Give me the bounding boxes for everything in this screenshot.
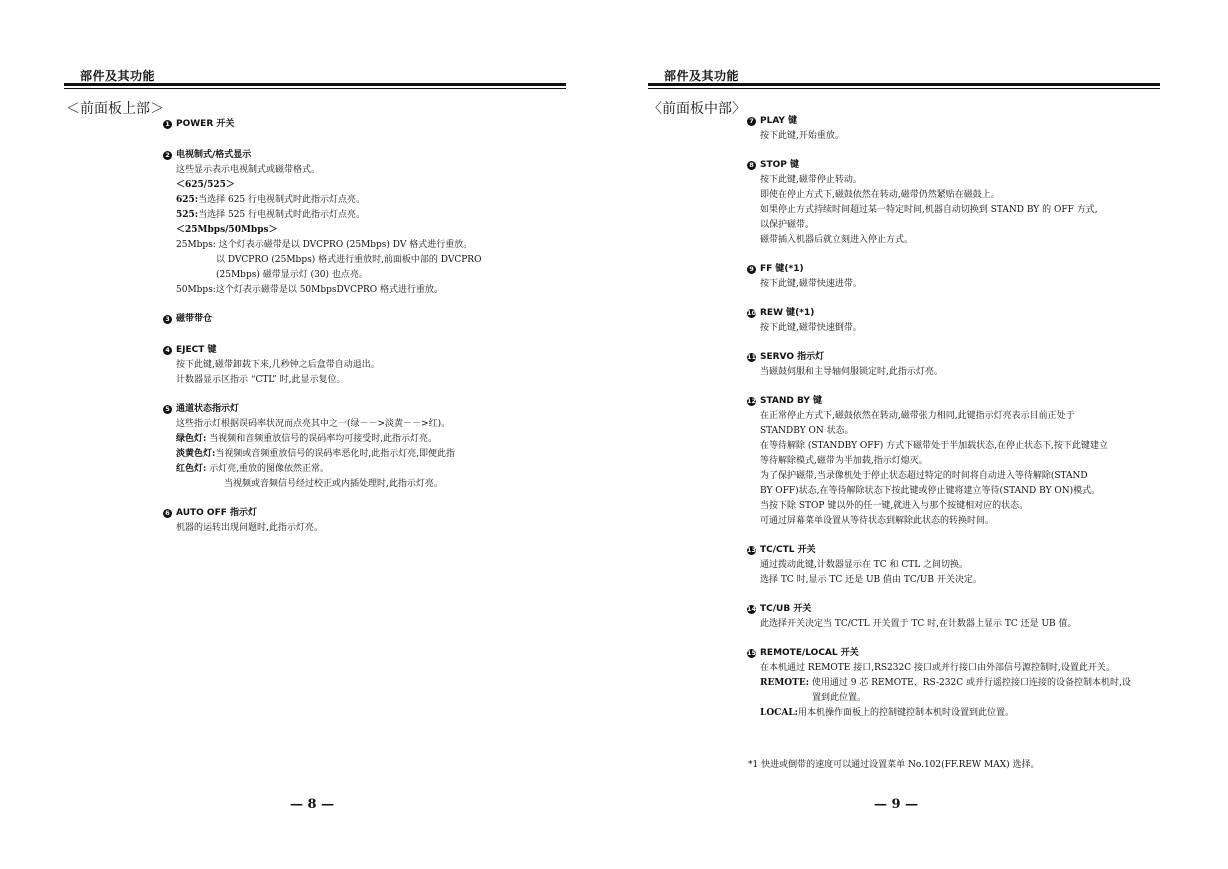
function-item: [165, 117, 596, 132]
line-text: 在本机通过 REMOTE 接口,RS232C 接口或并行接口由外部信号源控制时,设置此开关。: [760, 663, 1115, 673]
line-text: 为了保护磁带,当录像机处于停止状态超过特定的时间将自动进入等待解除(STAND: [760, 471, 1088, 481]
description-line: [176, 462, 596, 477]
page-number: — 9 —: [874, 797, 919, 812]
description-line: [760, 233, 1210, 248]
line-text: 当按下除 STOP 键以外的任一键,就进入与那个按键相对应的状态。: [760, 501, 1029, 511]
item-title-text: SERVO 指示灯: [760, 352, 825, 362]
line-text: 通过拨动此键,计数器显示在 TC 和 CTL 之间切换。: [760, 560, 969, 570]
description-line: [176, 238, 596, 253]
description-line: [760, 424, 1210, 439]
item-title: [747, 262, 1210, 277]
header-rule: [64, 83, 566, 91]
section-title: ＜前面板上部＞: [66, 101, 164, 117]
description-line: [176, 193, 596, 208]
right-content: [747, 114, 1210, 735]
line-text: BY OFF)状态,在等待解除状态下按此键或停止键将建立等待(STAND BY ON)模式。: [760, 486, 1101, 496]
line-text: 磁带插入机器后就立刻进入停止方式。: [760, 235, 914, 245]
line-label: 红色灯:: [176, 464, 207, 474]
item-title-text: POWER 开关: [176, 119, 235, 129]
description-line: [760, 129, 1210, 144]
description-line: [760, 484, 1210, 499]
item-title-text: AUTO OFF 指示灯: [176, 508, 258, 518]
function-item: [749, 114, 1210, 144]
item-title-text: FF 键(*1): [760, 264, 804, 274]
line-label: REMOTE:: [760, 678, 810, 688]
line-label: LOCAL:: [760, 708, 798, 718]
item-title: [747, 158, 1210, 173]
description-line: [760, 514, 1210, 529]
item-title-text: 通道状态指示灯: [176, 404, 240, 414]
item-number-badge: 3: [163, 315, 172, 324]
line-text: 当选择 625 行电视制式时此指示灯点亮。: [198, 195, 366, 205]
function-item: [747, 350, 1210, 380]
line-text: 当选择 525 行电视制式时此指示灯点亮。: [198, 210, 366, 220]
description-line: [176, 208, 596, 223]
description-line: [760, 558, 1210, 573]
line-text: 25Mbps: 这个灯表示磁带是以 DVCPRO (25Mbps) DV 格式进行重放。: [176, 240, 473, 250]
line-label: 绿色灯:: [176, 434, 207, 444]
description-line: [760, 188, 1210, 203]
item-title: [747, 602, 1210, 617]
line-text: 在等待解除 (STANDBY OFF) 方式下磁带处于半加载状态,在停止状态下,按下此键建立: [760, 441, 1108, 451]
description-line: [760, 469, 1210, 484]
item-title: [163, 312, 596, 327]
item-title-text: EJECT 键: [176, 345, 217, 355]
function-item: [747, 602, 1210, 632]
line-text: 计数器显示区指示 “CTL” 时,此显示复位。: [176, 375, 346, 385]
item-title-text: 电视制式/格式显示: [176, 150, 252, 160]
item-number-badge: 5: [163, 405, 172, 414]
description-line: [760, 573, 1210, 588]
header-rule: [648, 83, 1160, 91]
item-title: [163, 506, 596, 521]
description-line: [176, 358, 596, 373]
function-item: [747, 646, 1210, 721]
line-text: 当视频和音频重放信号的误码率均可接受时,此指示灯亮。: [206, 434, 438, 444]
line-label: 525:: [176, 210, 199, 220]
description-line: [176, 163, 596, 178]
line-text: STANDBY ON 状态。: [760, 426, 854, 436]
item-number-badge: 6: [163, 509, 172, 518]
description-line: [176, 253, 596, 268]
item-number-badge: 7: [747, 117, 756, 126]
description-line: [176, 178, 596, 193]
line-text: 以 DVCPRO (25Mbps) 格式进行重放时,前面板中部的 DVCPRO: [216, 255, 482, 265]
description-line: [760, 173, 1210, 188]
description-line: [760, 365, 1210, 380]
footnote: *1 快进或倒带的速度可以通过设置菜单 No.102(FF.REW MAX) 选择。: [748, 760, 1040, 770]
function-item: [749, 262, 1210, 292]
item-number-badge: 8: [747, 161, 756, 170]
line-text: 按下此键,磁带快速倒带。: [760, 323, 862, 333]
function-item: [165, 312, 596, 327]
line-text: 使用通过 9 芯 REMOTE、RS-232C 或并行遥控接口连接的设备控制本机时,设: [809, 678, 1131, 688]
item-title: [747, 646, 1210, 661]
description-line: [760, 439, 1210, 454]
item-title-text: STOP 键: [760, 160, 800, 170]
function-item: [749, 158, 1210, 248]
line-text: 示灯亮,重放的图像依然正常。: [206, 464, 330, 474]
item-title-text: 磁带带仓: [176, 314, 213, 324]
description-line: [176, 417, 596, 432]
line-text: 当视频或音频重放信号的误码率恶化时,此指示灯亮,即便此指: [215, 449, 456, 459]
line-text: 等待解除模式,磁带为半加载,指示灯熄灭。: [760, 456, 928, 466]
left-content: [165, 117, 596, 550]
item-title: [747, 350, 1210, 365]
line-text: 可通过屏幕菜单设置从等待状态到解除此状态的转换时间。: [760, 516, 995, 526]
item-number-badge: 13: [747, 546, 757, 554]
line-text: ＜25Mbps/50Mbps＞: [176, 225, 278, 235]
line-text: 在正常停止方式下,磁鼓依然在转动,磁带张力相同,此键指示灯亮表示目前正处于: [760, 411, 1075, 421]
item-number-badge: 11: [747, 353, 757, 361]
line-text: 50Mbps:这个灯表示磁带是以 50MbpsDVCPRO 格式进行重放。: [176, 285, 444, 295]
item-number-badge: 9: [747, 265, 756, 274]
item-number-badge: 4: [163, 346, 172, 355]
function-item: [747, 394, 1210, 529]
line-text: ＜625/525＞: [176, 180, 235, 190]
function-item: [747, 543, 1210, 588]
item-number-badge: 14: [747, 605, 757, 613]
line-text: 用本机操作面板上的控制键控制本机时设置到此位置。: [797, 708, 1014, 718]
description-line: [760, 409, 1210, 424]
line-label: 625:: [176, 195, 199, 205]
function-item: [747, 306, 1210, 336]
line-text: 按下此键,磁带停止转动。: [760, 175, 862, 185]
line-text: 如果停止方式持续时间超过某一特定时间,机器自动切换到 STAND BY 的 OFF 方式,: [760, 205, 1098, 215]
function-item: [165, 148, 596, 298]
line-text: (25Mbps) 磁带显示灯 (30) 也点亮。: [216, 270, 368, 280]
item-title: [747, 114, 1210, 129]
item-title: [163, 402, 596, 417]
line-text: 以保护磁带。: [760, 220, 815, 230]
item-title: [163, 117, 596, 132]
item-title-text: TC/CTL 开关: [760, 545, 816, 555]
description-line: [176, 268, 596, 283]
line-text: 即使在停止方式下,磁鼓依然在转动,磁带仍然紧贴在磁鼓上。: [760, 190, 1000, 200]
item-title: [747, 306, 1210, 321]
description-line: [176, 283, 596, 298]
line-label: 淡黄色灯:: [176, 449, 216, 459]
item-title-text: REMOTE/LOCAL 开关: [760, 648, 859, 658]
description-line: [176, 373, 596, 388]
description-line: [176, 447, 596, 462]
item-number-badge: 1: [163, 120, 172, 129]
item-title: [747, 543, 1210, 558]
line-text: 机器的运转出现问题时,此指示灯亮。: [176, 523, 323, 533]
line-text: 当视频或音频信号经过校正或内插处理时,此指示灯亮。: [224, 479, 443, 489]
item-number-badge: 12: [747, 397, 757, 405]
item-title-text: STAND BY 键: [760, 396, 823, 406]
line-text: 当磁鼓伺服和主导轴伺服锁定时,此指示灯亮。: [760, 367, 943, 377]
item-number-badge: 15: [747, 649, 757, 657]
description-line: [760, 218, 1210, 233]
page-header: 部件及其功能: [80, 69, 156, 83]
description-line: [760, 661, 1210, 676]
function-item: [165, 343, 596, 388]
item-number-badge: 2: [163, 151, 172, 160]
description-line: [176, 223, 596, 238]
page-number: — 8 —: [290, 797, 335, 812]
description-line: [760, 706, 1210, 721]
description-line: [176, 432, 596, 447]
line-text: 按下此键,磁带卸载下来,几秒钟之后盒带自动退出。: [176, 360, 380, 370]
description-line: [760, 454, 1210, 469]
function-item: [165, 506, 596, 536]
description-line: [760, 691, 1210, 706]
item-title: [747, 394, 1210, 409]
description-line: [760, 617, 1210, 632]
item-title-text: REW 键(*1): [760, 308, 815, 318]
item-title-text: TC/UB 开关: [760, 604, 812, 614]
line-text: 选择 TC 时,显示 TC 还是 UB 值由 TC/UB 开关决定。: [760, 575, 982, 585]
item-title: [163, 343, 596, 358]
function-item: [165, 402, 596, 492]
description-line: [176, 521, 596, 536]
line-text: 此选择开关决定当 TC/CTL 开关置于 TC 时,在计数器上显示 TC 还是 UB 值。: [760, 619, 1077, 629]
item-title-text: PLAY 键: [760, 116, 798, 126]
right-page: [614, 0, 1228, 869]
description-line: [760, 321, 1210, 336]
description-line: [760, 499, 1210, 514]
description-line: [176, 477, 596, 492]
page-header: 部件及其功能: [664, 69, 740, 83]
description-line: [760, 277, 1210, 292]
description-line: [760, 203, 1210, 218]
description-line: [760, 676, 1210, 691]
item-number-badge: 10: [747, 309, 757, 317]
line-text: 这些指示灯根据误码率状况而点亮其中之一(绿－－>淡黄－－>红)。: [176, 419, 451, 429]
line-text: 置到此位置。: [812, 693, 867, 703]
line-text: 按下此键,开始重放。: [760, 131, 844, 141]
line-text: 这些显示表示电视制式或磁带格式。: [176, 165, 321, 175]
section-title: 〈前面板中部〉: [648, 101, 746, 117]
item-title: [163, 148, 596, 163]
line-text: 按下此键,磁带快速进带。: [760, 279, 862, 289]
